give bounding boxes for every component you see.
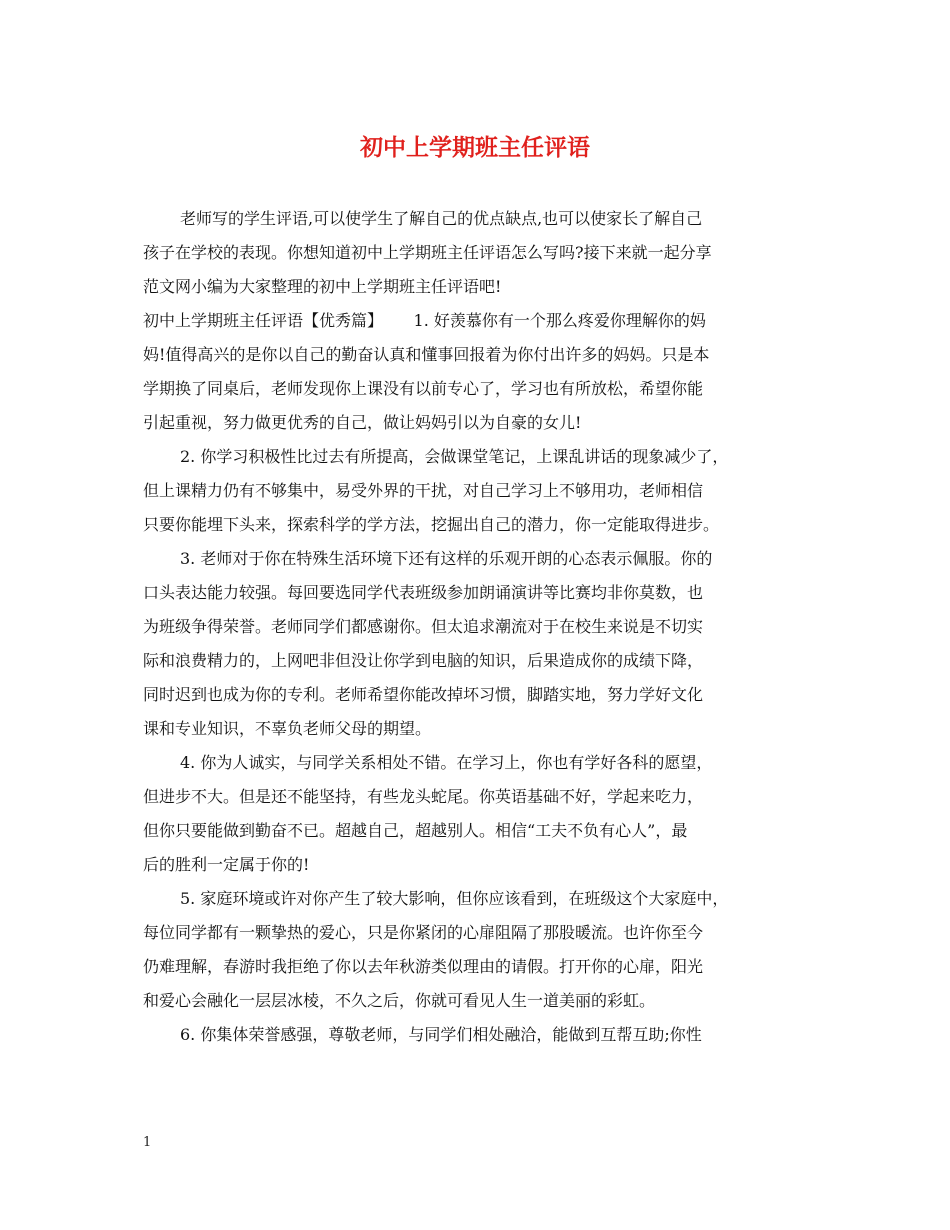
body-line: 孩子在学校的表现。你想知道初中上学期班主任评语怎么写吗?接下来就一起分享 — [143, 243, 712, 262]
body-line: 口头表达能力较强。每回要选同学代表班级参加朗诵演讲等比赛均非你莫数，也 — [143, 583, 704, 602]
body-line: 和爱心会融化一层层冰棱，不久之后，你就可看见人生一道美丽的彩虹。 — [143, 991, 656, 1010]
body-line: 但上课精力仍有不够集中，易受外界的干扰，对自己学习上不够用功，老师相信 — [143, 481, 704, 500]
body-line: 每位同学都有一颗挚热的爱心，只是你紧闭的心扉阻隔了那股暖流。也许你至今 — [143, 923, 704, 942]
body-line: 同时迟到也成为你的专利。老师希望你能改掉坏习惯，脚踏实地，努力学好文化 — [143, 685, 704, 704]
body-line: 6. 你集体荣誉感强，尊敬老师，与同学们相处融洽，能做到互帮互助;你性 — [180, 1025, 702, 1044]
body-line: 学期换了同桌后，老师发现你上课没有以前专心了，学习也有所放松，希望你能 — [143, 379, 704, 398]
body-line: 际和浪费精力的，上网吧非但没让你学到电脑的知识，后果造成你的成绩下降， — [143, 651, 704, 670]
body-line: 老师写的学生评语,可以使学生了解自己的优点缺点,也可以使家长了解自己 — [180, 209, 703, 228]
body-line: 3. 老师对于你在特殊生活环境下还有这样的乐观开朗的心态表示佩服。你的 — [180, 549, 713, 568]
page-title: 初中上学期班主任评语 — [360, 134, 590, 161]
body-line: 课和专业知识，不辜负老师父母的期望。 — [143, 719, 432, 738]
document-body — [143, 202, 815, 1052]
body-line: 初中上学期班主任评语【优秀篇】 1. 好羡慕你有一个那么疼爱你理解你的妈 — [143, 311, 706, 330]
body-line: 但进步不大。但是还不能坚持，有些龙头蛇尾。你英语基础不好，学起来吃力， — [143, 787, 704, 806]
body-line: 5. 家庭环境或许对你产生了较大影响，但你应该看到，在班级这个大家庭中， — [180, 889, 729, 908]
body-line: 仍难理解，春游时我拒绝了你以去年秋游类似理由的请假。打开你的心扉，阳光 — [143, 957, 704, 976]
body-line: 但你只要能做到勤奋不已。超越自己，超越别人。相信“工夫不负有心人”，最 — [143, 821, 688, 840]
body-line: 后的胜利一定属于你的! — [143, 855, 310, 874]
body-line: 引起重视，努力做更优秀的自己，做让妈妈引以为自豪的女儿! — [143, 413, 582, 432]
page-number: 1 — [143, 1135, 152, 1150]
body-line: 为班级争得荣誉。老师同学们都感谢你。但太追求潮流对于在校生来说是不切实 — [143, 617, 704, 636]
body-line: 只要你能埋下头来，探索科学的学方法，挖掘出自己的潜力，你一定能取得进步。 — [143, 515, 720, 534]
body-line: 范文网小编为大家整理的初中上学期班主任评语吧! — [143, 277, 502, 296]
body-line: 4. 你为人诚实，与同学关系相处不错。在学习上，你也有学好各科的愿望， — [180, 753, 713, 772]
body-line: 妈!值得高兴的是你以自己的勤奋认真和懂事回报着为你付出许多的妈妈。只是本 — [143, 345, 710, 364]
body-line: 2. 你学习积极性比过去有所提高，会做课堂笔记，上课乱讲话的现象减少了， — [180, 447, 729, 466]
